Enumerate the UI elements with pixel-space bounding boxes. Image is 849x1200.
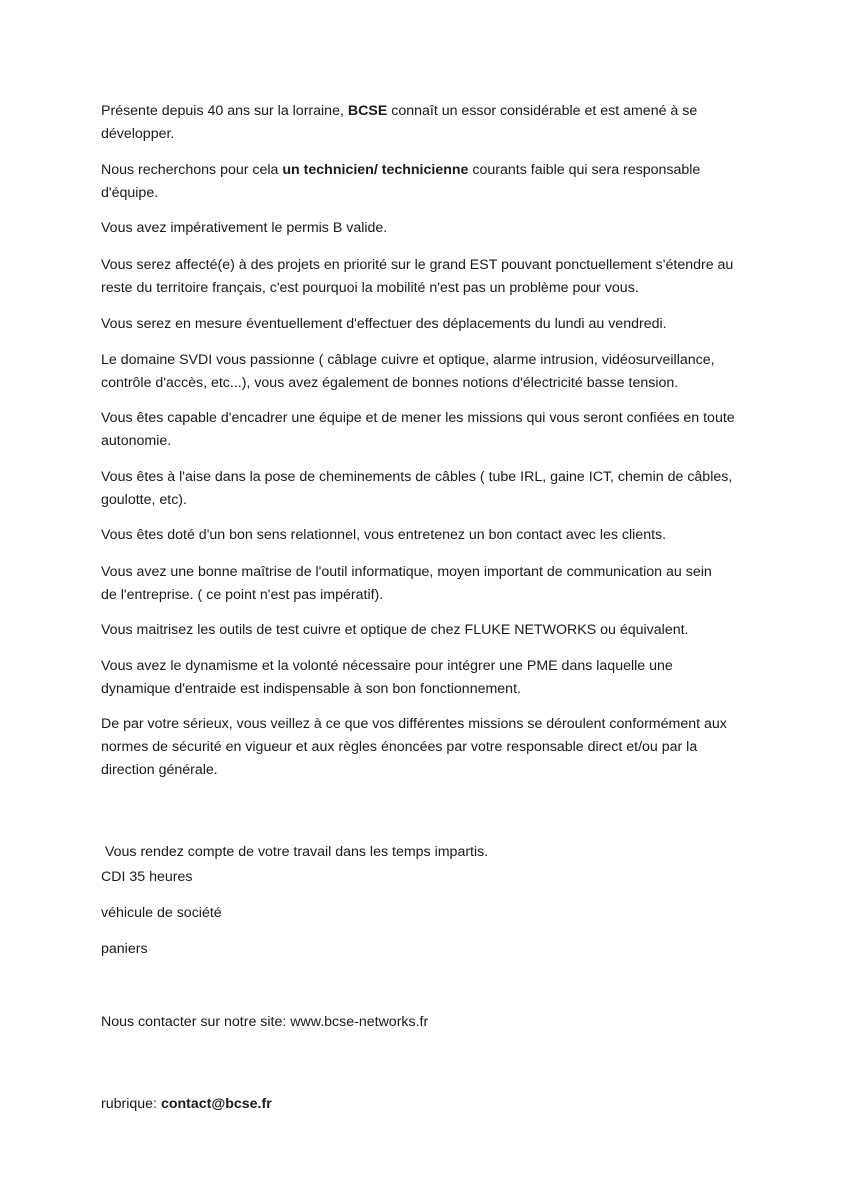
paragraph-line: Vous avez une bonne maîtrise de l'outil informatique, moyen important de communication au sein	[101, 564, 712, 580]
benefit-vehicle	[101, 902, 222, 925]
text-run: courants faible qui sera responsable	[468, 162, 701, 178]
benefit-contract	[101, 866, 192, 889]
paragraph-cabling	[101, 466, 732, 512]
paragraph-line: Vous maitrisez les outils de test cuivre et optique de chez FLUKE NETWORKS ou équivalent.	[101, 622, 689, 638]
text-run: Nous recherchons pour cela	[101, 162, 283, 178]
paragraph-license	[101, 217, 387, 240]
contact-email-line	[101, 1047, 272, 1162]
paragraph-line	[101, 1093, 272, 1116]
company-name: BCSE	[347, 103, 388, 119]
paragraph-line	[101, 100, 697, 123]
paragraph-travel	[101, 313, 667, 336]
paragraph-line: contrôle d'accès, etc...), vous avez également de bonnes notions d'électricité basse tension.	[101, 375, 679, 391]
paragraph-line: de l'entreprise. ( ce point n'est pas impératif).	[101, 587, 384, 603]
paragraph-line: Vous avez le dynamisme et la volonté nécessaire pour intégrer une PME dans laquelle une	[101, 658, 673, 674]
paragraph-management	[101, 407, 735, 453]
paragraph-line	[101, 159, 700, 182]
paragraph-dynamism	[101, 655, 673, 701]
paragraph-line: Vous serez affecté(e) à des projets en priorité sur le grand EST pouvant ponctuellement s'étendre au	[101, 257, 734, 273]
paragraph-line: Le domaine SVDI vous passionne ( câblage cuivre et optique, alarme intrusion, vidéosurveillance,	[101, 352, 715, 368]
paragraph-mobility	[101, 254, 733, 300]
paragraph-relations	[101, 524, 666, 547]
paragraph-test-tools	[101, 619, 688, 642]
paragraph-line: reste du territoire français, c'est pourquoi la mobilité n'est pas un problème pour vous.	[101, 280, 639, 296]
text-run: Présente depuis 40 ans sur la lorraine,	[101, 103, 348, 119]
contact-site	[101, 1011, 428, 1034]
paragraph-line: Vous serez en mesure éventuellement d'effectuer des déplacements du lundi au vendredi.	[101, 316, 667, 332]
paragraph-line: normes de sécurité en vigueur et aux règles énoncées par votre responsable direct et/ou par la	[101, 739, 698, 755]
paragraph-line: Vous avez impérativement le permis B valide.	[101, 220, 388, 236]
benefit-meals	[101, 938, 148, 961]
paragraph-it-skills	[101, 561, 712, 607]
paragraph-line: d'équipe.	[101, 185, 159, 201]
paragraph-line: CDI 35 heures	[101, 869, 193, 885]
paragraph-line: Vous êtes à l'aise dans la pose de cheminements de câbles ( tube IRL, gaine ICT, chemin de câbles,	[101, 469, 733, 485]
paragraph-line: paniers	[101, 941, 148, 957]
paragraph-line: Nous contacter sur notre site: www.bcse-networks.fr	[101, 1014, 429, 1030]
paragraph-position	[101, 159, 700, 205]
rubric-label: rubrique:	[101, 1096, 161, 1112]
paragraph-line: dynamique d'entraide est indispensable à son bon fonctionnement.	[101, 681, 521, 697]
paragraph-line: De par votre sérieux, vous veillez à ce que vos différentes missions se déroulent conformément aux	[101, 716, 727, 732]
paragraph-safety	[101, 713, 727, 782]
contact-email: contact@bcse.fr	[160, 1096, 272, 1112]
paragraph-line: autonomie.	[101, 433, 172, 449]
paragraph-reporting	[101, 795, 488, 910]
job-title: un technicien/ technicienne	[282, 162, 469, 178]
text-run: connaît un essor considérable et est amené à se	[387, 103, 698, 119]
paragraph-line: développer.	[101, 126, 175, 142]
paragraph-intro	[101, 100, 697, 146]
paragraph-line: Vous êtes doté d'un bon sens relationnel, vous entretenez un bon contact avec les clients.	[101, 527, 667, 543]
paragraph-line: direction générale.	[101, 762, 218, 778]
paragraph-line: véhicule de société	[101, 905, 222, 921]
paragraph-line: Vous rendez compte de votre travail dans les temps impartis.	[101, 844, 489, 860]
paragraph-line: Vous êtes capable d'encadrer une équipe et de mener les missions qui vous seront confiées en toute	[101, 410, 735, 426]
paragraph-line: goulotte, etc).	[101, 492, 187, 508]
paragraph-domain	[101, 349, 715, 395]
